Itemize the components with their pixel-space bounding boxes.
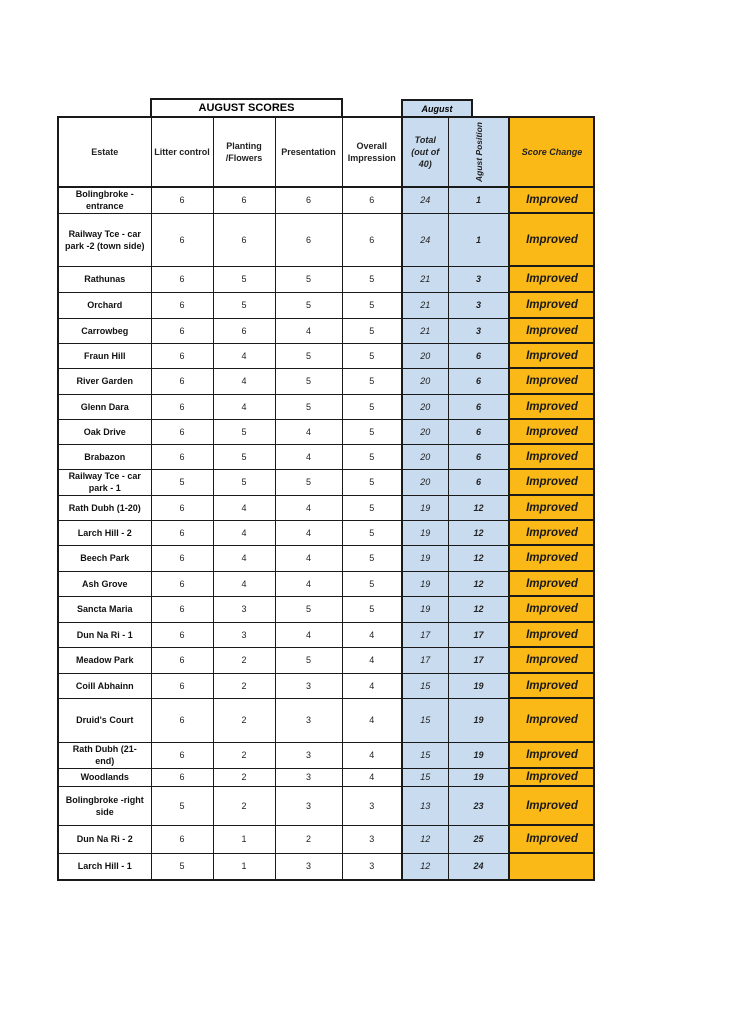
position-cell: 23 xyxy=(448,786,509,825)
presentation-cell: 3 xyxy=(275,698,342,742)
position-cell: 17 xyxy=(448,622,509,647)
overall-impression-cell: 5 xyxy=(342,419,402,444)
position-cell: 19 xyxy=(448,768,509,786)
table-body xyxy=(58,187,594,880)
planting-cell: 5 xyxy=(213,419,275,444)
total-cell: 20 xyxy=(402,469,448,495)
position-cell: 19 xyxy=(448,673,509,698)
total-cell: 20 xyxy=(402,368,448,394)
total-cell: 19 xyxy=(402,495,448,520)
position-cell: 17 xyxy=(448,647,509,673)
estate-cell: Larch Hill - 1 xyxy=(58,853,151,880)
estate-cell: Woodlands xyxy=(58,768,151,786)
position-cell: 1 xyxy=(448,187,509,213)
presentation-cell: 4 xyxy=(275,444,342,469)
position-cell: 3 xyxy=(448,292,509,318)
overall-impression-cell: 6 xyxy=(342,213,402,266)
litter-control-cell: 6 xyxy=(151,187,213,213)
estate-cell: Sancta Maria xyxy=(58,596,151,622)
overall-impression-cell: 3 xyxy=(342,853,402,880)
score-change-cell: Improved xyxy=(509,444,594,469)
planting-cell: 2 xyxy=(213,768,275,786)
litter-control-cell: 5 xyxy=(151,853,213,880)
score-change-cell: Improved xyxy=(509,266,594,292)
table-row xyxy=(58,596,594,622)
total-cell: 20 xyxy=(402,419,448,444)
litter-control-cell: 6 xyxy=(151,266,213,292)
score-change-cell: Improved xyxy=(509,647,594,673)
planting-cell: 2 xyxy=(213,698,275,742)
presentation-cell: 5 xyxy=(275,469,342,495)
litter-control-cell: 6 xyxy=(151,520,213,545)
table-row xyxy=(58,495,594,520)
estate-cell: Rath Dubh (21- end) xyxy=(58,742,151,768)
estate-cell: Beech Park xyxy=(58,545,151,571)
presentation-cell: 4 xyxy=(275,622,342,647)
presentation-cell: 5 xyxy=(275,266,342,292)
estate-cell: Brabazon xyxy=(58,444,151,469)
presentation-cell: 3 xyxy=(275,786,342,825)
score-change-cell xyxy=(509,853,594,880)
score-change-cell: Improved xyxy=(509,318,594,343)
planting-cell: 2 xyxy=(213,742,275,768)
header-row xyxy=(58,117,594,187)
table-row xyxy=(58,444,594,469)
planting-cell: 1 xyxy=(213,853,275,880)
score-change-cell: Improved xyxy=(509,768,594,786)
litter-control-cell: 6 xyxy=(151,647,213,673)
overall-impression-cell: 4 xyxy=(342,622,402,647)
overall-impression-cell: 5 xyxy=(342,444,402,469)
planting-label: Planting /Flowers xyxy=(225,141,263,163)
litter-control-cell: 5 xyxy=(151,786,213,825)
planting-cell: 4 xyxy=(213,571,275,596)
august-scores-group-header: AUGUST SCORES xyxy=(150,98,343,118)
total-label: Total (out of 40) xyxy=(411,135,440,169)
score-change-cell: Improved xyxy=(509,742,594,768)
litter-control-cell: 6 xyxy=(151,213,213,266)
estate-cell: Oak Drive xyxy=(58,419,151,444)
table-row xyxy=(58,318,594,343)
scores-table xyxy=(57,116,595,881)
score-change-cell: Improved xyxy=(509,673,594,698)
position-cell: 6 xyxy=(448,394,509,419)
estate-cell: Rathunas xyxy=(58,266,151,292)
litter-control-cell: 6 xyxy=(151,768,213,786)
litter-control-cell: 6 xyxy=(151,394,213,419)
litter-control-cell: 6 xyxy=(151,698,213,742)
estate-cell: Railway Tce - car park -2 (town side) xyxy=(58,213,151,266)
total-cell: 20 xyxy=(402,343,448,368)
planting-cell: 6 xyxy=(213,187,275,213)
overall-impression-cell: 5 xyxy=(342,545,402,571)
total-cell: 21 xyxy=(402,266,448,292)
table-row xyxy=(58,343,594,368)
estate-cell: Carrowbeg xyxy=(58,318,151,343)
total-cell: 13 xyxy=(402,786,448,825)
position-cell: 19 xyxy=(448,698,509,742)
total-cell: 19 xyxy=(402,520,448,545)
overall-impression-cell: 4 xyxy=(342,673,402,698)
overall-impression-cell: 5 xyxy=(342,292,402,318)
planting-cell: 2 xyxy=(213,647,275,673)
estate-cell: Dun Na Ri - 2 xyxy=(58,825,151,853)
estate-cell: Meadow Park xyxy=(58,647,151,673)
position-cell: 1 xyxy=(448,213,509,266)
estate-cell: Bolingbroke -entrance xyxy=(58,187,151,213)
litter-control-cell: 6 xyxy=(151,825,213,853)
total-cell: 21 xyxy=(402,292,448,318)
table-row xyxy=(58,571,594,596)
total-cell: 15 xyxy=(402,673,448,698)
estate-cell: Orchard xyxy=(58,292,151,318)
planting-cell: 4 xyxy=(213,520,275,545)
position-cell: 6 xyxy=(448,419,509,444)
overall-impression-cell: 5 xyxy=(342,520,402,545)
position-cell: 12 xyxy=(448,571,509,596)
table-row xyxy=(58,853,594,880)
position-cell: 6 xyxy=(448,444,509,469)
litter-control-cell: 6 xyxy=(151,368,213,394)
position-label: Agust Position xyxy=(473,122,484,182)
total-cell: 24 xyxy=(402,187,448,213)
presentation-cell: 2 xyxy=(275,825,342,853)
total-cell: 19 xyxy=(402,545,448,571)
overall-impression-cell: 5 xyxy=(342,469,402,495)
overall-impression-cell: 5 xyxy=(342,368,402,394)
position-cell: 6 xyxy=(448,469,509,495)
estate-cell: Fraun Hill xyxy=(58,343,151,368)
litter-control-cell: 6 xyxy=(151,444,213,469)
total-cell: 15 xyxy=(402,742,448,768)
litter-control-cell: 6 xyxy=(151,495,213,520)
score-change-cell: Improved xyxy=(509,786,594,825)
estate-cell: Bolingbroke -right side xyxy=(58,786,151,825)
table-row xyxy=(58,673,594,698)
litter-control-cell: 6 xyxy=(151,622,213,647)
overall-impression-cell: 4 xyxy=(342,647,402,673)
presentation-cell: 5 xyxy=(275,394,342,419)
col-header-litter-control: Litter control xyxy=(151,117,213,187)
overall-impression-cell: 3 xyxy=(342,786,402,825)
col-header-score-change: Score Change xyxy=(509,117,594,187)
estate-cell: Railway Tce - car park - 1 xyxy=(58,469,151,495)
litter-control-cell: 6 xyxy=(151,545,213,571)
presentation-cell: 4 xyxy=(275,545,342,571)
planting-cell: 4 xyxy=(213,368,275,394)
score-change-cell: Improved xyxy=(509,187,594,213)
table-row xyxy=(58,419,594,444)
presentation-cell: 5 xyxy=(275,292,342,318)
col-header-planting-flowers xyxy=(213,117,275,187)
score-change-cell: Improved xyxy=(509,495,594,520)
litter-control-cell: 5 xyxy=(151,469,213,495)
position-cell: 6 xyxy=(448,343,509,368)
position-cell: 19 xyxy=(448,742,509,768)
presentation-cell: 6 xyxy=(275,213,342,266)
planting-cell: 6 xyxy=(213,318,275,343)
estate-cell: River Garden xyxy=(58,368,151,394)
score-change-cell: Improved xyxy=(509,213,594,266)
table-row xyxy=(58,786,594,825)
table-row xyxy=(58,469,594,495)
total-cell: 17 xyxy=(402,647,448,673)
overall-impression-cell: 5 xyxy=(342,394,402,419)
total-cell: 15 xyxy=(402,768,448,786)
total-cell: 17 xyxy=(402,622,448,647)
score-change-cell: Improved xyxy=(509,469,594,495)
table-row xyxy=(58,622,594,647)
litter-control-cell: 6 xyxy=(151,571,213,596)
table-row xyxy=(58,368,594,394)
overall-impression-cell: 5 xyxy=(342,343,402,368)
score-change-cell: Improved xyxy=(509,698,594,742)
overall-impression-cell: 4 xyxy=(342,698,402,742)
score-change-cell: Improved xyxy=(509,545,594,571)
planting-cell: 3 xyxy=(213,622,275,647)
score-change-cell: Improved xyxy=(509,419,594,444)
presentation-cell: 4 xyxy=(275,520,342,545)
table-row xyxy=(58,187,594,213)
overall-impression-cell: 4 xyxy=(342,742,402,768)
overall-impression-cell: 5 xyxy=(342,495,402,520)
litter-control-cell: 6 xyxy=(151,292,213,318)
score-change-cell: Improved xyxy=(509,622,594,647)
overall-impression-cell: 3 xyxy=(342,825,402,853)
position-cell: 12 xyxy=(448,545,509,571)
planting-cell: 4 xyxy=(213,394,275,419)
table-row xyxy=(58,213,594,266)
overall-impression-cell: 5 xyxy=(342,571,402,596)
litter-control-cell: 6 xyxy=(151,596,213,622)
table-row xyxy=(58,768,594,786)
position-cell: 25 xyxy=(448,825,509,853)
planting-cell: 4 xyxy=(213,545,275,571)
overall-impression-cell: 4 xyxy=(342,768,402,786)
table-row xyxy=(58,292,594,318)
table-row xyxy=(58,394,594,419)
col-header-position xyxy=(448,117,509,187)
score-change-cell: Improved xyxy=(509,394,594,419)
litter-control-cell: 6 xyxy=(151,419,213,444)
table-row xyxy=(58,742,594,768)
presentation-cell: 4 xyxy=(275,495,342,520)
planting-cell: 5 xyxy=(213,292,275,318)
total-cell: 15 xyxy=(402,698,448,742)
presentation-cell: 4 xyxy=(275,571,342,596)
presentation-cell: 3 xyxy=(275,673,342,698)
august-group-header: August xyxy=(401,99,473,118)
total-cell: 19 xyxy=(402,596,448,622)
estate-cell: Ash Grove xyxy=(58,571,151,596)
total-cell: 24 xyxy=(402,213,448,266)
col-header-estate: Estate xyxy=(58,117,151,187)
overall-impression-cell: 5 xyxy=(342,596,402,622)
presentation-cell: 6 xyxy=(275,187,342,213)
litter-control-cell: 6 xyxy=(151,318,213,343)
litter-control-cell: 6 xyxy=(151,673,213,698)
estate-cell: Coill Abhainn xyxy=(58,673,151,698)
estate-cell: Glenn Dara xyxy=(58,394,151,419)
position-cell: 12 xyxy=(448,495,509,520)
presentation-cell: 5 xyxy=(275,647,342,673)
planting-cell: 2 xyxy=(213,786,275,825)
planting-cell: 5 xyxy=(213,469,275,495)
position-cell: 24 xyxy=(448,853,509,880)
estate-cell: Larch Hill - 2 xyxy=(58,520,151,545)
planting-cell: 6 xyxy=(213,213,275,266)
total-cell: 20 xyxy=(402,444,448,469)
planting-cell: 1 xyxy=(213,825,275,853)
table-row xyxy=(58,647,594,673)
presentation-cell: 3 xyxy=(275,853,342,880)
total-cell: 12 xyxy=(402,825,448,853)
table-row xyxy=(58,520,594,545)
score-change-cell: Improved xyxy=(509,596,594,622)
litter-control-cell: 6 xyxy=(151,343,213,368)
table-row xyxy=(58,825,594,853)
position-cell: 12 xyxy=(448,520,509,545)
col-header-total xyxy=(402,117,448,187)
planting-cell: 2 xyxy=(213,673,275,698)
overall-impression-cell: 5 xyxy=(342,318,402,343)
presentation-cell: 4 xyxy=(275,419,342,444)
planting-cell: 5 xyxy=(213,266,275,292)
presentation-cell: 4 xyxy=(275,318,342,343)
position-cell: 6 xyxy=(448,368,509,394)
table-row xyxy=(58,698,594,742)
score-change-cell: Improved xyxy=(509,571,594,596)
estate-cell: Rath Dubh (1-20) xyxy=(58,495,151,520)
col-header-overall-impression xyxy=(342,117,402,187)
presentation-cell: 3 xyxy=(275,742,342,768)
position-cell: 3 xyxy=(448,318,509,343)
score-change-cell: Improved xyxy=(509,825,594,853)
planting-cell: 4 xyxy=(213,495,275,520)
presentation-cell: 5 xyxy=(275,368,342,394)
estate-cell: Druid's Court xyxy=(58,698,151,742)
total-cell: 19 xyxy=(402,571,448,596)
position-cell: 3 xyxy=(448,266,509,292)
planting-cell: 5 xyxy=(213,444,275,469)
presentation-cell: 3 xyxy=(275,768,342,786)
planting-cell: 3 xyxy=(213,596,275,622)
table-row xyxy=(58,266,594,292)
score-change-cell: Improved xyxy=(509,343,594,368)
position-cell: 12 xyxy=(448,596,509,622)
total-cell: 12 xyxy=(402,853,448,880)
score-change-cell: Improved xyxy=(509,520,594,545)
total-cell: 21 xyxy=(402,318,448,343)
litter-control-cell: 6 xyxy=(151,742,213,768)
total-cell: 20 xyxy=(402,394,448,419)
overall-label: Overall Impression xyxy=(347,141,396,163)
score-change-cell: Improved xyxy=(509,292,594,318)
overall-impression-cell: 6 xyxy=(342,187,402,213)
table-row xyxy=(58,545,594,571)
overall-impression-cell: 5 xyxy=(342,266,402,292)
presentation-cell: 5 xyxy=(275,343,342,368)
estate-cell: Dun Na Ri - 1 xyxy=(58,622,151,647)
planting-cell: 4 xyxy=(213,343,275,368)
col-header-presentation: Presentation xyxy=(275,117,342,187)
presentation-cell: 5 xyxy=(275,596,342,622)
score-change-cell: Improved xyxy=(509,368,594,394)
